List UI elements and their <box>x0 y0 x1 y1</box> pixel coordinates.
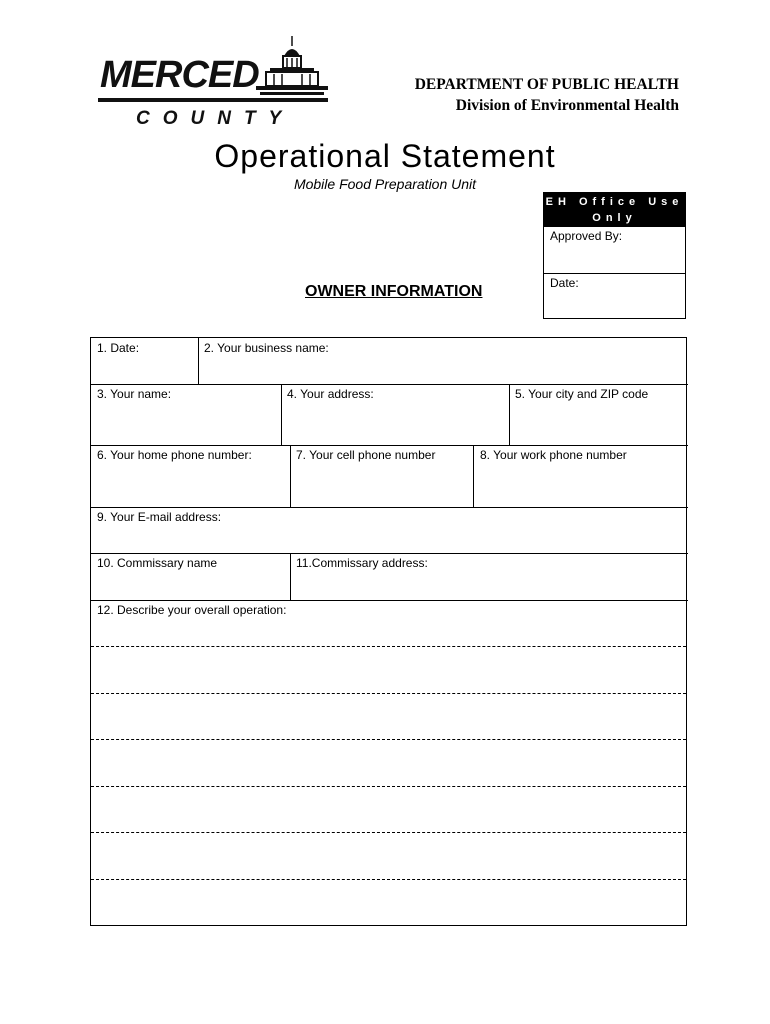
your-name-label[interactable]: 3. Your name: <box>97 387 172 401</box>
row-divider <box>91 600 688 601</box>
logo-subtitle: COUNTY <box>136 108 295 129</box>
answer-line <box>91 832 686 833</box>
answer-line <box>91 739 686 740</box>
row-divider <box>91 445 688 446</box>
answer-line <box>91 879 686 880</box>
logo-rule <box>98 98 328 102</box>
answer-line <box>91 646 686 647</box>
answer-line <box>91 786 686 787</box>
department-name: DEPARTMENT OF PUBLIC HEALTH <box>414 76 679 93</box>
courthouse-icon <box>256 34 328 98</box>
division-name: Division of Environmental Health <box>455 97 679 114</box>
section-heading: OWNER INFORMATION <box>305 283 483 300</box>
business-name-label[interactable]: 2. Your business name: <box>204 341 329 355</box>
column-divider <box>198 338 199 384</box>
office-date-field[interactable] <box>544 273 685 319</box>
work-phone-label[interactable]: 8. Your work phone number <box>480 448 627 462</box>
row-divider <box>91 384 688 385</box>
column-divider <box>290 445 291 507</box>
office-use-heading: EH Office Use Only <box>544 193 685 227</box>
logo-wordmark: MERCED <box>100 54 259 96</box>
row-divider <box>91 553 688 554</box>
column-divider <box>290 553 291 600</box>
owner-information-form <box>90 337 687 926</box>
cell-phone-label[interactable]: 7. Your cell phone number <box>296 448 436 462</box>
office-date-label: Date: <box>550 276 579 290</box>
page-subtitle: Mobile Food Preparation Unit <box>293 176 477 192</box>
commissary-name-label[interactable]: 10. Commissary name <box>97 556 218 570</box>
date-field-label[interactable]: 1. Date: <box>97 341 140 355</box>
office-use-box <box>543 192 686 319</box>
approved-by-label: Approved By: <box>550 229 623 243</box>
describe-operation-label[interactable]: 12. Describe your overall operation: <box>97 603 287 617</box>
column-divider <box>473 445 474 507</box>
home-phone-label[interactable]: 6. Your home phone number: <box>97 448 252 462</box>
city-zip-label[interactable]: 5. Your city and ZIP code <box>515 387 649 401</box>
page-title: Operational Statement <box>214 138 556 174</box>
commissary-address-label[interactable]: 11.Commissary address: <box>296 556 428 570</box>
address-label[interactable]: 4. Your address: <box>287 387 374 401</box>
answer-line <box>91 693 686 694</box>
department-header <box>415 74 679 116</box>
column-divider <box>509 384 510 445</box>
email-label[interactable]: 9. Your E-mail address: <box>97 510 222 524</box>
approved-by-field[interactable] <box>544 227 685 273</box>
column-divider <box>281 384 282 445</box>
row-divider <box>91 507 688 508</box>
merced-county-logo <box>96 34 336 130</box>
